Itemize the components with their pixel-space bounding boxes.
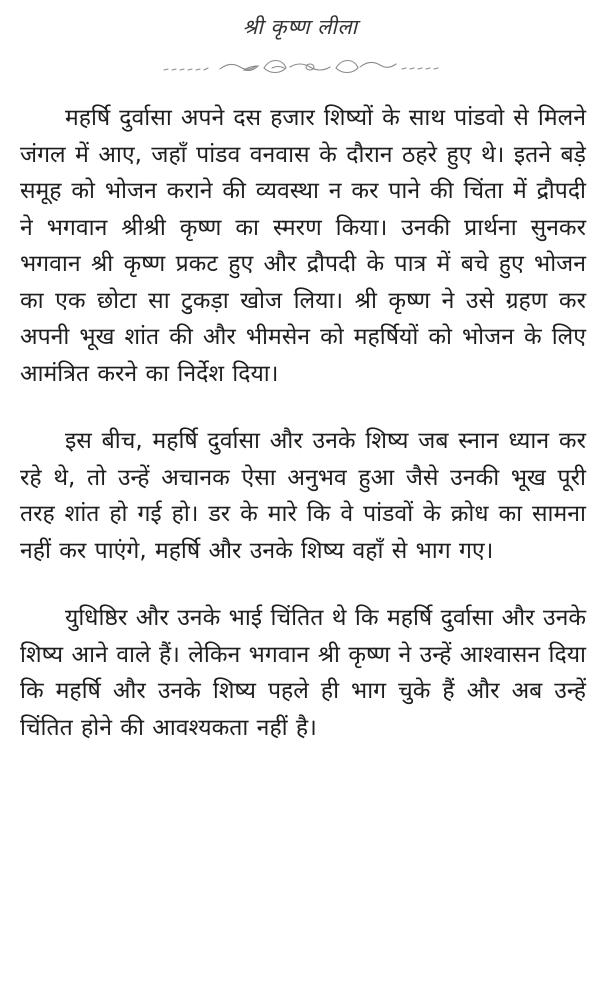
page-header-title: श्री कृष्ण लीला xyxy=(242,15,358,39)
floral-divider-icon xyxy=(160,56,440,78)
paragraph-2: इस बीच, महर्षि दुर्वासा और उनके शिष्य जब स्नान ध्यान कर रहे थे, तो उन्हें अचानक ऐसा अनुभव हुआ जैसे उनकी भूख पूरी तरह शांत हो गई हो। डर के मारे कि वे पांडवों के क्रोध का सामना नहीं कर पाएंगे, महर्षि और उनके शिष्य वहाँ से भाग गए। xyxy=(20,428,586,564)
story-text xyxy=(20,100,586,746)
paragraph-1: महर्षि दुर्वासा अपने दस हजार शिष्यों के साथ पांडवो से मिलने जंगल में आए, जहाँ पांडव वनवास के दौरान ठहरे हुए थे। इतने बड़े समूह को भोजन कराने की व्यवस्था न कर पाने की चिंता में द्रौपदी ने भगवान श्रीश्री कृष्ण का स्मरण किया। उनकी प्रार्थना सुनकर भगवान श्री कृष्ण प्रकट हुए और द्रौपदी के पात्र में बचे हुए भोजन का एक छोटा सा टुकड़ा खोज लिया। श्री कृष्ण ने उसे ग्रहण कर अपनी भूख शांत की और भीमसेन को महर्षियों को भोजन के लिए आमंत्रित करने का निर्देश दिया। xyxy=(20,105,586,387)
paragraph-3: युधिष्ठिर और उनके भाई चिंतित थे कि महर्षि दुर्वासा और उनके शिष्य आने वाले हैं। लेकिन भगवान श्री कृष्ण ने उन्हें आश्वासन दिया कि महर्षि और उनके शिष्य पहले ही भाग चुके हैं और अब उन्हें चिंतित होने की आवश्यकता नहीं है। xyxy=(20,605,586,741)
